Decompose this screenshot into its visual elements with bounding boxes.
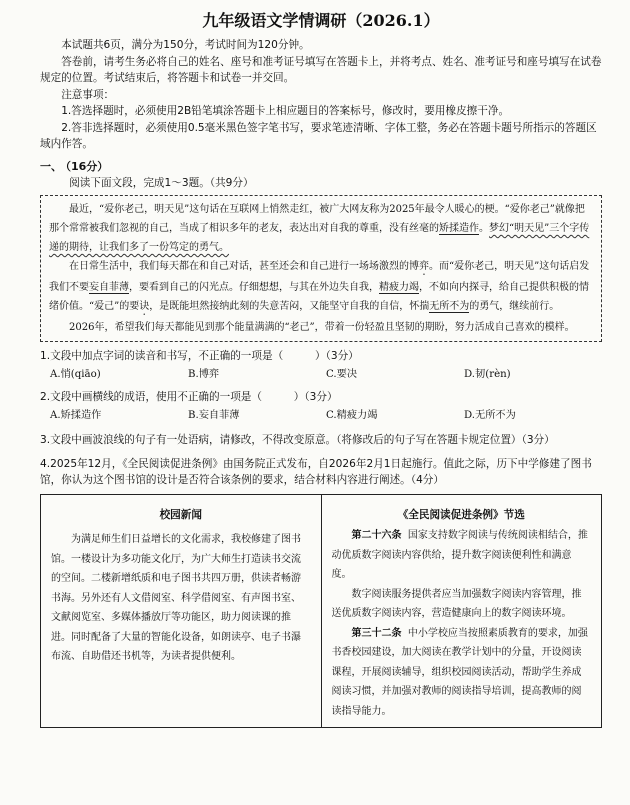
p2-text-g: ，不如向内探寻，给自己提供积极的情绪价值。“爱己”的要 xyxy=(49,282,589,312)
section-score: （16分） xyxy=(60,159,109,173)
article-32-text: 中小学校应当按照素质教育的要求，加强书香校园建设，加大阅读在教学计划中的分量，开设阅读课程，开展阅读辅导，组织校园阅读活动，帮助学生养成阅读习惯，并加强对教师的阅读指导培训，提高教师的阅读指导能力。 xyxy=(331,627,588,717)
note-1: 1.答选择题时，必须使用2B铅笔填涂答题卡上相应题目的答案标号，修改时，要用橡皮擦干净。 xyxy=(61,105,510,117)
intro-line-2: 答卷前，请考生务必将自己的姓名、座号和准考证号填写在答题卡上，并将考点、姓名、准考证号和座号填写在试卷规定的位置。考试结束后，将答题卡和试卷一并交回。 xyxy=(40,55,602,84)
section-number: 一、 xyxy=(40,159,62,173)
section-header xyxy=(40,159,602,175)
question-3: 3.文段中画波浪线的句子有一处语病，请修改，不得改变原意。（将修改后的句子写在答题卡规定位置）（3分） xyxy=(40,434,555,446)
p2-idiom-underlined-1: 妄自菲薄 xyxy=(89,282,129,293)
question-1: 1.文段中加点字词的读音和书写，不正确的一项是（ ）（3分） xyxy=(40,350,359,362)
article-26-label: 第二十六条 xyxy=(351,530,402,541)
materials-table xyxy=(40,494,602,728)
intro-line-1: 本试题共6页，满分为150分，考试时间为120分钟。 xyxy=(61,39,310,51)
q1-option-d: D.韧(rèn) xyxy=(464,369,511,380)
passage-paragraph-2 xyxy=(49,257,593,318)
p2-dotted-char-1: 弈 xyxy=(419,261,429,272)
digital-reading-text: 数字阅读服务提供者应当加强数字阅读内容管理，推送优质数字阅读内容，营造健康向上的数字阅读环境。 xyxy=(331,588,582,619)
q2-option-a: A.矫揉造作 xyxy=(50,410,102,421)
article-26 xyxy=(332,526,592,585)
reading-passage xyxy=(40,195,602,342)
p2-idiom-underlined-2: 精疲力竭 xyxy=(379,282,419,293)
regulation-title: 《全民阅读促进条例》节选 xyxy=(397,509,525,521)
question-4: 4.2025年12月，《全民阅读促进条例》由国务院正式发布，自2026年2月1日起施行。值此之际，历下中学修建了图书馆，你认为这个图书馆的设计是否符合该条例的要求，结合材料内容进行阐述。（4分） xyxy=(40,458,592,486)
q1-option-a: A.悄(qiāo) xyxy=(50,369,101,380)
q2-option-b: B.妄自菲薄 xyxy=(188,410,240,421)
p1-wavy-sentence: 梦幻“明天见”三个字传递的期待，让我们多了一份笃定的勇气。 xyxy=(49,223,590,253)
p2-text-c: 。而“爱你老己，明天见”这句话启发我们不要 xyxy=(49,261,590,293)
q1-option-b: B.博弈 xyxy=(188,369,220,380)
article-26-text: 国家支持数字阅读与传统阅读相结合，推动优质数字阅读内容供给，提升数字阅读便利性和满意度。 xyxy=(331,530,588,580)
p2-text-k: 的勇气，继续前行。 xyxy=(469,301,560,312)
p1-text-a: 最近，“爱你老己，明天见”这句话在互联网上悄然走红，被广大网友称为2025年最令人暖心的梗。“爱你老己”就像把那个常常被我们忽视的自己，当成了相识多年的老友，表达出对自我的尊重，没有丝毫的 xyxy=(49,204,585,234)
school-news-title: 校园新闻 xyxy=(159,509,202,521)
question-2-options xyxy=(50,407,602,424)
material-school-news xyxy=(41,495,322,728)
p2-text-i: ，是既能坦然接纳此刻的失意苦闷，又能坚守自我的自信，怀揣 xyxy=(149,301,430,312)
p2-idiom-underlined-3: 无所不为 xyxy=(429,301,470,312)
p1-text-c: 。 xyxy=(479,223,489,234)
p2-dotted-char-2: 诀 xyxy=(139,301,150,312)
p2-text-a: 在日常生活中，我们每天都在和自己对话，甚至还会和自己进行一场场激烈的博 xyxy=(69,261,419,272)
question-2: 2.文段中画横线的成语，使用不正确的一项是（ ）（3分） xyxy=(40,391,338,403)
article-32-label: 第三十二条 xyxy=(351,627,402,639)
material-regulation-excerpt xyxy=(321,495,602,728)
school-news-text: 为满足师生们日益增长的文化需求，我校修建了图书馆。一楼设计为多功能文化厅，为广大师生打造读书交流的空间。二楼新增纸质和电子图书共四万册，供读者畅游书海。另外还有人文借阅室、科学借阅室、有声图书室、文献阅览室、多媒体播放厅等功能区，助力阅读课的推进。同时配备了大量的智能化设备，如朗读亭、电子书瀑布流、自助借还书机等，为读者提供便利。 xyxy=(51,534,301,662)
p1-idiom-underlined: 矫揉造作 xyxy=(439,223,479,234)
notes-heading: 注意事项： xyxy=(61,88,115,101)
question-1-options xyxy=(50,366,602,383)
article-32 xyxy=(332,624,592,722)
q1-option-c: C.要决 xyxy=(326,369,358,380)
passage-paragraph-3: 2026年，希望我们每天都能见到那个能量满满的“老己”，带着一份轻盈且坚韧的期盼，努力活成自己喜欢的模样。 xyxy=(69,322,575,333)
p2-text-e: ，要看到自己的闪光点。仔细想想，与其在外边失自我， xyxy=(129,282,379,293)
q2-option-c: C.精疲力竭 xyxy=(326,410,378,421)
passage-paragraph-1 xyxy=(49,200,593,257)
section-instruction: 阅读下面文段，完成1～3题。（共9分） xyxy=(69,176,254,189)
q2-option-d: D.无所不为 xyxy=(464,410,516,421)
note-2: 2.答非选择题时，必须使用0.5毫米黑色签字笔书写，要求笔迹清晰、字体工整，务必在答题卡题号所指示的答题区域内作答。 xyxy=(40,121,597,150)
page-title: 九年级语文学情调研（2026.1） xyxy=(202,11,440,30)
